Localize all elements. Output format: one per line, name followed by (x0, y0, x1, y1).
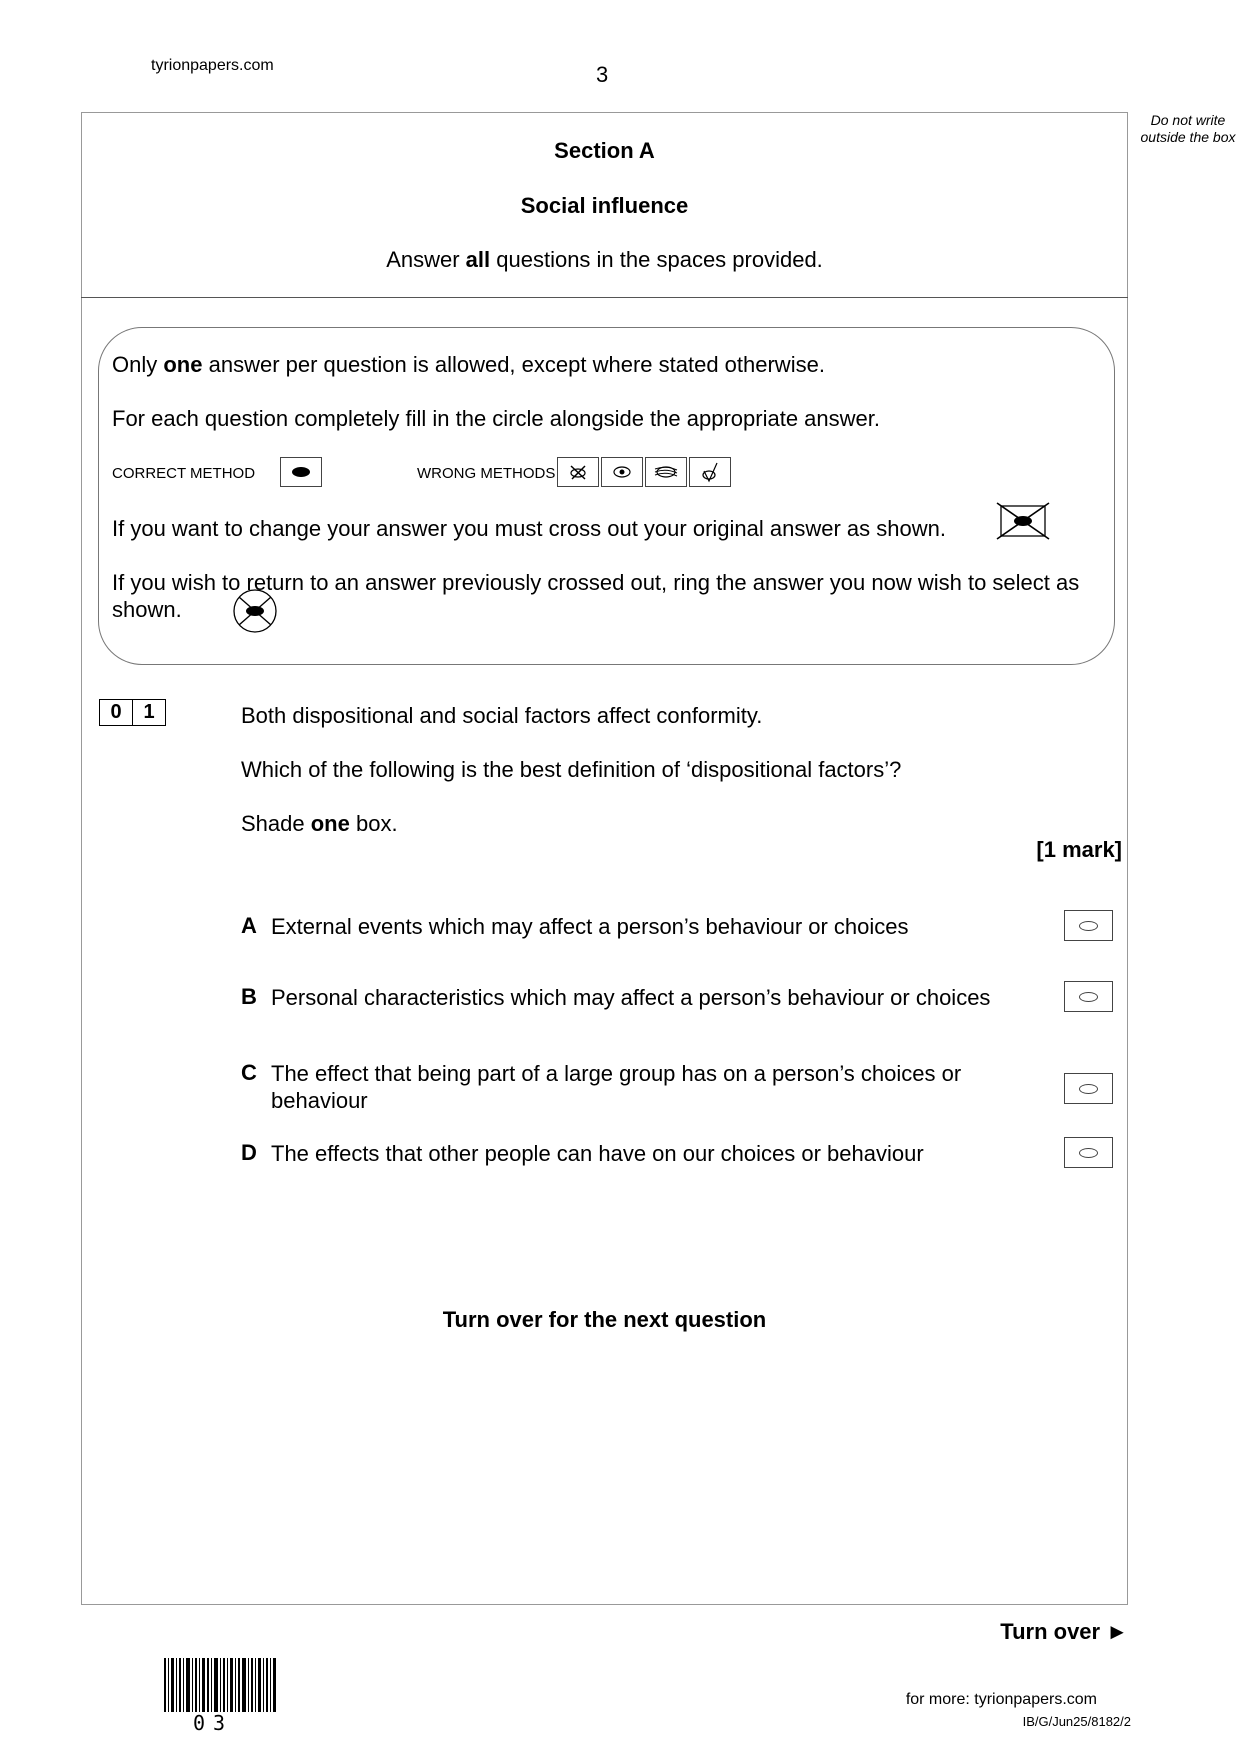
section-subtitle: Social influence (520, 193, 689, 218)
question-number-digit-2: 1 (132, 699, 166, 726)
question-stem: Both dispositional and social factors affect conformity. (241, 703, 763, 728)
wrong-method-scribble (645, 457, 687, 487)
crossed-oval-icon (567, 463, 589, 481)
dotted-oval-icon (611, 465, 633, 479)
wrong-method-dot (601, 457, 643, 487)
instruction-emphasis: one (310, 811, 350, 836)
turn-over-next-question: Turn over for the next question (442, 1307, 767, 1332)
wrong-method-tick (689, 457, 731, 487)
correct-method-label: CORRECT METHOD (112, 465, 256, 482)
option-b-letter: B (241, 984, 257, 1009)
answer-oval-icon (1079, 921, 1098, 931)
option-a-answer-box[interactable] (1064, 910, 1113, 941)
instruction-text-end: answer per question is allowed, except where stated otherwise. (202, 352, 825, 377)
section-divider (81, 297, 1128, 298)
wrong-method-cross (557, 457, 599, 487)
paper-code: IB/G/Jun25/8182/2 (1022, 1714, 1131, 1729)
scribbled-oval-icon (653, 464, 679, 480)
instruction-text-end: box. (349, 811, 398, 836)
question-number-digit-1: 0 (99, 699, 133, 726)
option-d-text: The effects that other people can have on our choices or behaviour (271, 1141, 924, 1166)
mark-allocation: [1 mark] (1036, 837, 1122, 862)
filled-oval-icon (290, 466, 312, 478)
page-number: 3 (596, 62, 609, 87)
one-answer-instruction (112, 351, 825, 378)
crossed-out-answer-icon (996, 502, 1050, 545)
instruction-text: Only (112, 352, 164, 377)
ticked-oval-icon (699, 461, 721, 483)
section-title: Section A (554, 138, 655, 163)
return-answer-instruction: If you wish to return to an answer previously crossed out, ring the answer you now wish to select as shown. (112, 570, 1080, 622)
option-b-text: Personal characteristics which may affect a person’s behaviour or choices (271, 985, 991, 1010)
answer-oval-icon (1079, 1084, 1098, 1094)
ringed-answer-icon (227, 588, 283, 639)
instruction-text-end: questions in the spaces provided. (490, 247, 823, 272)
section-instruction (81, 247, 1128, 273)
instruction-emphasis: one (163, 352, 203, 377)
instruction-text: Answer (386, 247, 466, 272)
option-c-answer-box[interactable] (1064, 1073, 1113, 1104)
wrong-methods-label: WRONG METHODS (417, 465, 556, 482)
option-a-letter: A (241, 913, 257, 938)
barcode-icon (164, 1658, 278, 1717)
option-d-answer-box[interactable] (1064, 1137, 1113, 1168)
instruction-text: Shade (241, 811, 311, 836)
answer-oval-icon (1079, 1148, 1098, 1158)
answer-oval-icon (1079, 992, 1098, 1002)
fill-circle-instruction: For each question completely fill in the circle alongside the appropriate answer. (112, 406, 880, 431)
change-answer-instruction: If you want to change your answer you must cross out your original answer as shown. (112, 516, 946, 541)
barcode-number: 03 (193, 1711, 234, 1735)
option-c-letter: C (241, 1060, 257, 1085)
margin-note: Do not write outside the box (1140, 112, 1236, 145)
correct-method-example (280, 457, 322, 487)
shade-instruction (241, 810, 398, 837)
footer-site: for more: tyrionpapers.com (905, 1691, 1097, 1708)
site-header: tyrionpapers.com (151, 57, 274, 74)
option-b-answer-box[interactable] (1064, 981, 1113, 1012)
option-c-text: The effect that being part of a large group has on a person’s choices or behaviour (271, 1061, 962, 1113)
option-a-text: External events which may affect a person’s behaviour or choices (271, 914, 909, 939)
option-d-letter: D (241, 1140, 257, 1165)
turn-over-label: Turn over ► (1000, 1619, 1128, 1644)
instruction-emphasis: all (465, 247, 491, 272)
question-text: Which of the following is the best definition of ‘dispositional factors’? (241, 757, 902, 782)
